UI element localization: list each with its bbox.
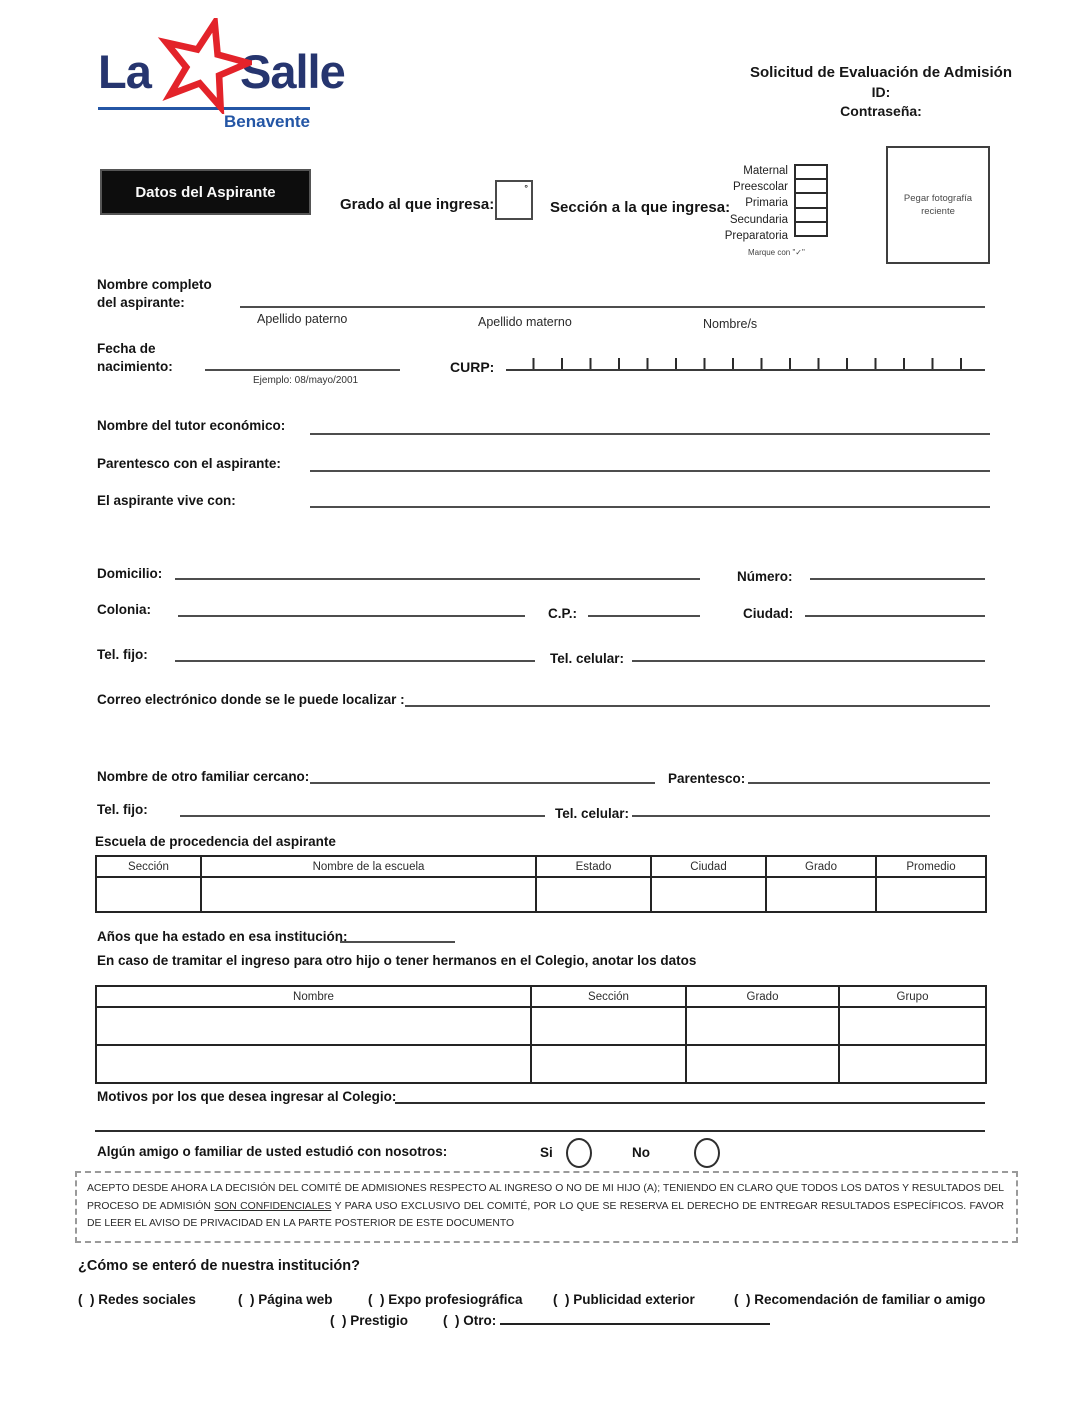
siblings-cell[interactable]	[686, 1045, 839, 1083]
paren-mark: ( )	[734, 1292, 751, 1307]
relative-cell-line[interactable]	[632, 815, 990, 817]
referral-no-circle[interactable]	[694, 1138, 720, 1168]
motives-line-1[interactable]	[395, 1102, 985, 1104]
photo-paste-text: Pegar fotografía reciente	[903, 193, 973, 217]
street-label: Domicilio:	[97, 566, 163, 581]
disclaimer-text-part1: ACEPTO DESDE AHORA LA DECISIÓN DEL COMITÉ DE ADMISIONES RESPECTO AL INGRESO O NO DE MI HIJO (A); TENIENDO EN CLARO QUE TODOS LOS DATOS Y RESULTADOS DEL PROCESO DE ADMISIÓN	[87, 1183, 1004, 1212]
section-option-label-primaria: Primaria	[745, 197, 788, 210]
curp-line[interactable]	[506, 358, 985, 371]
survey-option-publicidad-exterior[interactable]: ( ) Publicidad exterior	[553, 1292, 695, 1307]
disclaimer-text-underlined: SON CONFIDENCIALES	[214, 1200, 332, 1212]
school-col-promedio: Promedio	[876, 856, 986, 877]
school-col-ciudad: Ciudad	[651, 856, 766, 877]
id-label: ID:	[871, 84, 891, 100]
paren-mark: ( )	[78, 1292, 95, 1307]
siblings-col-grupo: Grupo	[839, 986, 986, 1007]
school-cell-seccion[interactable]	[96, 877, 201, 912]
city-label: Ciudad:	[743, 606, 794, 621]
referral-yes-circle[interactable]	[566, 1138, 592, 1168]
years-label: Años que ha estado en esa institución:	[97, 929, 348, 944]
siblings-cell[interactable]	[839, 1007, 986, 1045]
siblings-col-nombre: Nombre	[96, 986, 531, 1007]
school-cell-grado[interactable]	[766, 877, 876, 912]
relative-name-label: Nombre de otro familiar cercano:	[97, 769, 310, 784]
school-cell-promedio[interactable]	[876, 877, 986, 912]
motives-label: Motivos por los que desea ingresar al Colegio:	[97, 1089, 397, 1104]
school-col-estado: Estado	[536, 856, 651, 877]
section-checkbox-preparatoria[interactable]	[794, 221, 828, 237]
section-option-label-secundaria: Secundaria	[729, 213, 788, 226]
full-name-label: Nombre completo del aspirante:	[97, 277, 212, 310]
paren-mark: ( )	[238, 1292, 255, 1307]
siblings-cell[interactable]	[531, 1007, 686, 1045]
siblings-col-grado: Grado	[686, 986, 839, 1007]
grade-label: Grado al que ingresa:	[340, 196, 495, 213]
degree-mark: °	[524, 183, 528, 193]
logo-subtitle: Benavente	[224, 112, 310, 131]
referral-no-label: No	[632, 1145, 650, 1160]
lives-with-line[interactable]	[310, 506, 990, 508]
school-cell-nombre[interactable]	[201, 877, 536, 912]
number-label: Número:	[737, 569, 793, 584]
section-option-labels	[660, 164, 788, 245]
referral-yes-label: Si	[540, 1145, 553, 1160]
zip-label: C.P.:	[548, 606, 578, 621]
siblings-table	[95, 985, 987, 1084]
marque-hint: Marque con "✓"	[748, 248, 805, 257]
school-table	[95, 855, 987, 913]
disclaimer-text-part2: Y PARA USO EXCLUSIVO DEL COMITÉ, POR LO QUE SE RESERVA EL DERECHO DE ENTREGAR RESULTADOS ESPECÍFICOS. FAVOR DE LEER EL AVISO DE PRIVACIDAD EN LA PARTE POSTERIOR DE ESTE DOCUMENTO	[87, 1200, 1004, 1229]
survey-option-prestigio[interactable]: ( ) Prestigio	[330, 1313, 409, 1328]
section-option-label-preparatoria: Preparatoria	[724, 229, 788, 242]
years-line[interactable]	[340, 941, 455, 943]
form-title: Solicitud de Evaluación de Admisión	[750, 64, 1012, 81]
colonia-line[interactable]	[178, 615, 525, 617]
zip-line[interactable]	[588, 615, 700, 617]
number-line[interactable]	[810, 578, 985, 580]
section-label: Sección a la que ingresa:	[550, 199, 731, 216]
password-label: Contraseña:	[840, 103, 922, 119]
survey-option-redes-sociales[interactable]: ( ) Redes sociales	[78, 1292, 196, 1307]
siblings-cell[interactable]	[96, 1007, 531, 1045]
street-line[interactable]	[175, 578, 700, 580]
section-option-checkboxes	[794, 164, 828, 237]
relative-cell-label: Tel. celular:	[555, 806, 630, 821]
tutor-relationship-label: Parentesco con el aspirante:	[97, 456, 281, 471]
siblings-intro: En caso de tramitar el ingreso para otro hijo o tener hermanos en el Colegio, anotar los datos	[97, 953, 697, 968]
relative-name-line[interactable]	[310, 782, 655, 784]
full-name-line[interactable]	[240, 306, 985, 308]
relative-phone-line[interactable]	[180, 815, 545, 817]
phone-line[interactable]	[175, 660, 535, 662]
dob-line[interactable]	[205, 369, 400, 371]
name-part-label-nombres: Nombre/s	[703, 317, 758, 331]
name-part-label-materno: Apellido materno	[478, 315, 572, 329]
relative-relationship-line[interactable]	[748, 782, 990, 784]
school-col-nombre: Nombre de la escuela	[201, 856, 536, 877]
section-option-label-preescolar: Preescolar	[733, 181, 788, 194]
siblings-col-seccion: Sección	[531, 986, 686, 1007]
paren-mark: ( )	[368, 1292, 385, 1307]
tutor-relationship-line[interactable]	[310, 470, 990, 472]
cell-line[interactable]	[632, 660, 985, 662]
survey-question: ¿Cómo se enteró de nuestra institución?	[78, 1258, 360, 1274]
tutor-name-line[interactable]	[310, 433, 990, 435]
colonia-label: Colonia:	[97, 602, 151, 617]
siblings-cell[interactable]	[839, 1045, 986, 1083]
tutor-name-label: Nombre del tutor económico:	[97, 418, 286, 433]
cell-label: Tel. celular:	[550, 651, 625, 666]
dob-example: Ejemplo: 08/mayo/2001	[253, 375, 359, 386]
lives-with-label: El aspirante vive con:	[97, 493, 236, 508]
referral-label: Algún amigo o familiar de usted estudió con nosotros:	[97, 1144, 448, 1159]
email-label: Correo electrónico donde se le puede localizar :	[97, 692, 405, 707]
school-title: Escuela de procedencia del aspirante	[95, 834, 336, 849]
section-header-datos-aspirante: Datos del Aspirante	[100, 169, 311, 215]
relative-phone-label: Tel. fijo:	[97, 802, 148, 817]
grade-input-box[interactable]	[495, 180, 533, 220]
photo-paste-box[interactable]	[886, 146, 990, 264]
survey-option-pagina-web[interactable]: ( ) Página web	[238, 1292, 333, 1307]
name-part-label-paterno: Apellido paterno	[257, 312, 348, 326]
city-line[interactable]	[805, 615, 985, 617]
logo-word-salle: Salle	[240, 45, 345, 98]
paren-mark: ( )	[553, 1292, 570, 1307]
motives-line-2[interactable]	[95, 1130, 985, 1132]
paren-mark: ( )	[330, 1313, 347, 1328]
otro-line[interactable]	[500, 1313, 770, 1325]
curp-label: CURP:	[450, 359, 495, 375]
survey-option-recomendacion[interactable]: ( ) Recomendación de familiar o amigo	[734, 1292, 986, 1307]
siblings-cell[interactable]	[531, 1045, 686, 1083]
school-col-grado: Grado	[766, 856, 876, 877]
logo-star-icon	[156, 18, 252, 114]
relative-relationship-label: Parentesco:	[668, 771, 746, 786]
form-header	[748, 64, 1014, 119]
siblings-cell[interactable]	[96, 1045, 531, 1083]
disclaimer-box	[75, 1171, 1018, 1243]
dob-label: Fecha de nacimiento:	[97, 341, 173, 374]
school-col-seccion: Sección	[96, 856, 201, 877]
survey-option-expo-profesiografica[interactable]: ( ) Expo profesiográfica	[368, 1292, 523, 1307]
school-cell-estado[interactable]	[536, 877, 651, 912]
paren-mark: ( )	[443, 1313, 460, 1328]
school-cell-ciudad[interactable]	[651, 877, 766, 912]
survey-option-otro[interactable]: ( ) Otro:	[443, 1313, 770, 1328]
phone-label: Tel. fijo:	[97, 647, 148, 662]
logo-word-la: La	[98, 45, 151, 98]
email-line[interactable]	[405, 705, 990, 707]
section-option-label-maternal: Maternal	[743, 165, 788, 177]
siblings-cell[interactable]	[686, 1007, 839, 1045]
